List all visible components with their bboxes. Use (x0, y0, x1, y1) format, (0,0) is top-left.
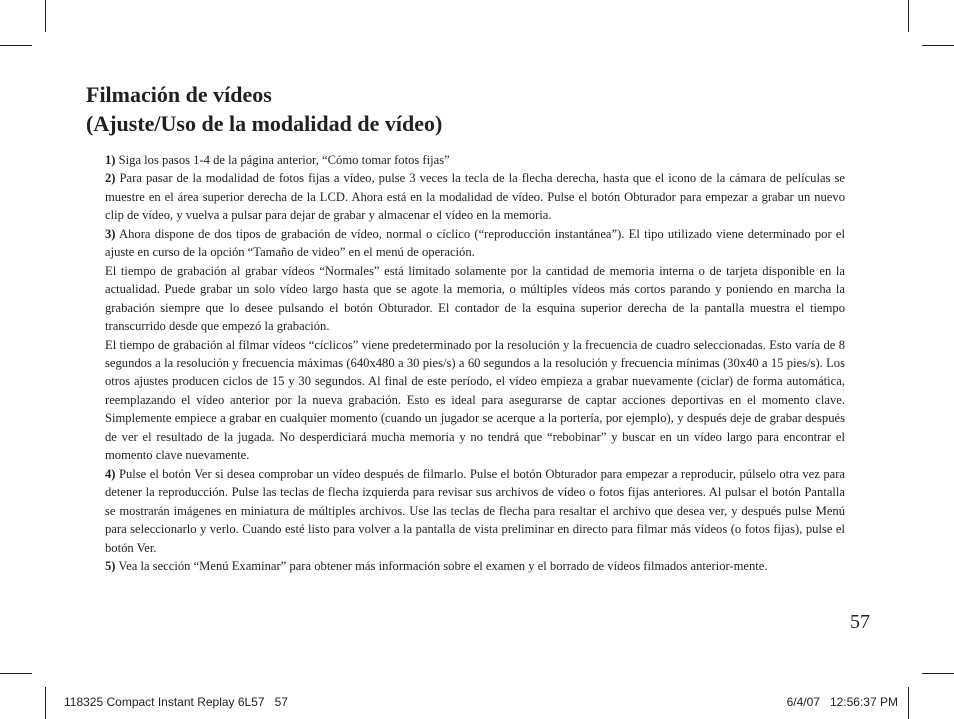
step-number: 2) (105, 171, 116, 186)
crop-mark-top-left-vertical (45, 0, 46, 32)
paragraph-text: El tiempo de grabación al grabar vídeos “Normales” está limitado solamente por la cantidad de memoria interna o de tarjeta disponible en la actualidad. Puede grabar un solo vídeo largo hasta que se agote la memoria, o múltiples vídeos más cortos parando y poniendo en marcha la grabación siempre que lo desee pulsando el botón Obturador. El contador de la esquina superior derecha de la pantalla muestra el tiempo transcurrido desde que empezó la grabación. (105, 263, 845, 334)
paragraph-text: Pulse el botón Ver si desea comprobar un vídeo después de filmarlo. Pulse el botón Obturador para empezar a reproducir, púlselo otra vez para detener la reproducción. Pulse las teclas de flecha izquierda para revisar sus archivos de vídeo o fotos fijas anteriores. Al pulsar el botón Pantalla se mostrarán imágenes en miniatura de múltiples archivos. Use las teclas de flecha para resaltar el archivo que desea ver, y después pulse Menú para seleccionarlo y verlo. Cuando esté listo para volver a la pantalla de vista preliminar en directo para filmar más vídeos (o fotos fijas), pulse el botón Ver. (105, 466, 845, 555)
crop-mark-top-right-vertical (908, 0, 909, 32)
instructions-body (105, 151, 845, 575)
paragraph-step-2 (105, 169, 845, 224)
crop-mark-bottom-left-vertical (45, 687, 46, 719)
paragraph-step-1 (105, 151, 845, 169)
paragraph-text: Vea la sección “Menú Examinar” para obtener más información sobre el examen y el borrado de vídeos filmados anterior-mente. (115, 558, 768, 573)
page-number: 57 (850, 611, 870, 633)
page-title-line-2: (Ajuste/Uso de la modalidad de vídeo) (86, 111, 443, 136)
crop-mark-bottom-right-horizontal (922, 673, 954, 674)
paragraph-normal-recording (105, 262, 845, 336)
paragraph-text: El tiempo de grabación al filmar vídeos “cíclicos” viene predeterminado por la resolución y la frecuencia de cuadro seleccionadas. Esto varía de 8 segundos a la resolución y frecuencia máximas (640x480 a 30 pies/s) a 60 segundos a la resolución y frecuencia mínimas (30x40 a 15 pies/s). Los otros ajustes producen ciclos de 15 y 30 segundos. Al final de este período, el vídeo empieza a grabar nuevamente (ciclar) de forma automática, reemplazando el vídeo anterior por la nueva grabación. Esto es ideal para asegurarse de captar acciones deportivas en el momento clave. Simplemente empiece a grabar en cualquier momento (cuando un jugador se acerque a la portería, por ejemplo), y después deje de grabar después de ver el resultado de la jugada. No desperdiciará mucha memoria y no tendrá que “rebobinar” y buscar en un vídeo largo para encontrar el momento clave nuevamente. (105, 337, 845, 463)
crop-mark-bottom-right-vertical (908, 687, 909, 719)
paragraph-text: Siga los pasos 1-4 de la página anterior, “Cómo tomar fotos fijas” (115, 153, 450, 167)
step-number: 5) (105, 558, 116, 573)
paragraph-cyclic-recording (105, 336, 845, 465)
page-title (86, 80, 866, 138)
paragraph-step-5 (105, 557, 845, 575)
page-title-line-1: Filmación de vídeos (86, 82, 272, 107)
paragraph-text: Ahora dispone de dos tipos de grabación de vídeo, normal o cíclico (“reproducción instantánea”). El tipo utilizado viene determinado por el ajuste en curso de la opción “Tamaño de video” en el menú de operación. (105, 226, 845, 260)
step-number: 1) (105, 153, 116, 167)
print-slug-timestamp: 6/4/07 12:56:37 PM (786, 695, 898, 709)
paragraph-step-4 (105, 465, 845, 557)
paragraph-step-3 (105, 225, 845, 262)
step-number: 4) (105, 466, 116, 481)
crop-mark-bottom-left-horizontal (0, 673, 32, 674)
crop-mark-top-right-horizontal (922, 45, 954, 46)
step-number: 3) (105, 226, 116, 241)
crop-mark-top-left-horizontal (0, 45, 32, 46)
print-slug-filename: 118325 Compact Instant Replay 6L57 57 (64, 695, 288, 709)
paragraph-text: Para pasar de la modalidad de fotos fijas a vídeo, pulse 3 veces la tecla de la flecha derecha, hasta que el icono de la cámara de películas se muestre en el área superior derecha de la LCD. Ahora está en la modalidad de vídeo. Pulse el botón Obturador para empezar a grabar un nuevo clip de vídeo, y vuelva a pulsar para dejar de grabar y almacenar el vídeo en la memoria. (105, 171, 845, 223)
